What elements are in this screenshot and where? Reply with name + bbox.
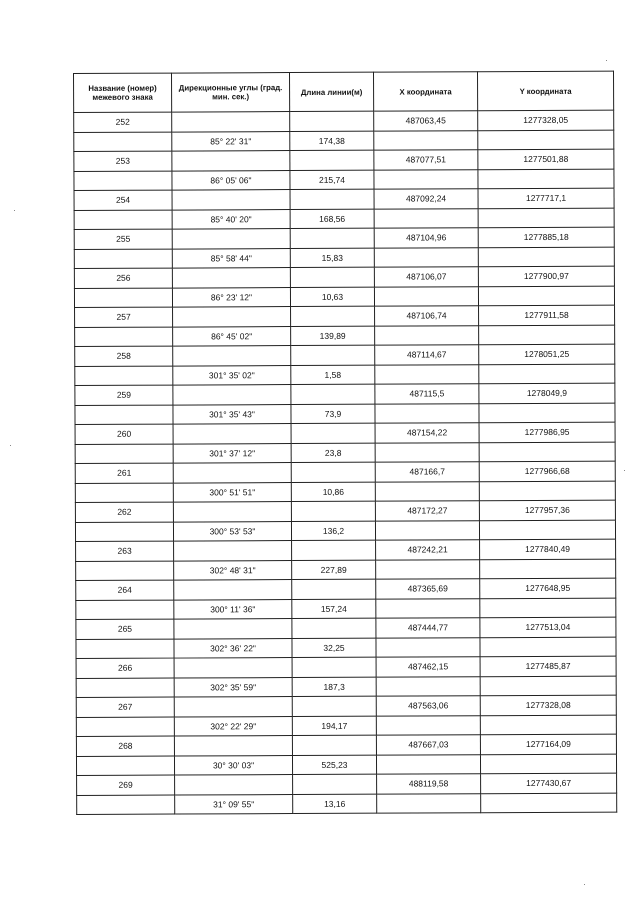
table-row-point bbox=[75, 422, 615, 444]
point-name-cell: 258 bbox=[75, 346, 173, 366]
point-name-cell-empty bbox=[76, 561, 174, 581]
x-coordinate-cell: 487166,7 bbox=[375, 462, 479, 482]
point-name-cell: 266 bbox=[76, 658, 174, 678]
x-coordinate-cell-empty bbox=[375, 520, 479, 540]
y-coordinate-cell-empty bbox=[478, 169, 614, 189]
line-length-cell: 13,16 bbox=[293, 794, 377, 814]
table-row-point bbox=[75, 500, 615, 522]
y-coordinate-cell: 1277957,36 bbox=[479, 500, 615, 520]
table-row-point bbox=[75, 383, 615, 405]
table-row-segment bbox=[75, 481, 615, 503]
direction-angle-cell: 300° 11' 36" bbox=[174, 599, 292, 619]
y-coordinate-cell: 1277430,67 bbox=[481, 773, 617, 793]
point-name-cell-empty bbox=[77, 795, 175, 815]
x-coordinate-cell: 487154,22 bbox=[375, 423, 479, 443]
x-coordinate-cell-empty bbox=[376, 637, 480, 657]
line-length-cell: 1,58 bbox=[291, 365, 375, 385]
x-coordinate-cell-empty bbox=[375, 442, 479, 462]
length-cell-empty bbox=[291, 384, 375, 404]
x-coordinate-cell: 487462,15 bbox=[376, 657, 480, 677]
point-name-cell: 257 bbox=[75, 307, 173, 327]
y-coordinate-cell: 1277485,87 bbox=[480, 656, 616, 676]
table-row-segment bbox=[75, 520, 615, 542]
table-header-row bbox=[74, 71, 614, 112]
scan-speck bbox=[624, 470, 625, 471]
direction-angle-cell: 31° 09' 55" bbox=[175, 794, 293, 814]
y-coordinate-cell: 1277328,05 bbox=[478, 110, 614, 130]
y-coordinate-cell-empty bbox=[480, 598, 616, 618]
table-row-point bbox=[75, 305, 615, 327]
y-coordinate-cell-empty bbox=[478, 130, 614, 150]
y-coordinate-cell: 1277501,88 bbox=[478, 149, 614, 169]
angle-cell-empty bbox=[174, 658, 292, 678]
point-name-cell-empty bbox=[76, 639, 174, 659]
line-length-cell: 168,56 bbox=[290, 209, 374, 229]
length-cell-empty bbox=[290, 189, 374, 209]
x-coordinate-cell: 487563,06 bbox=[376, 696, 480, 716]
table-body bbox=[74, 110, 617, 814]
y-coordinate-cell: 1277986,95 bbox=[479, 422, 615, 442]
length-cell-empty bbox=[290, 150, 374, 170]
direction-angle-cell: 30° 30' 03" bbox=[174, 755, 292, 775]
point-name-cell-empty bbox=[74, 210, 172, 230]
x-coordinate-cell-empty bbox=[376, 676, 480, 696]
point-name-cell: 252 bbox=[74, 112, 172, 132]
table-row-point bbox=[76, 695, 616, 717]
line-length-cell: 187,3 bbox=[292, 677, 376, 697]
y-coordinate-cell: 1277717,1 bbox=[478, 188, 614, 208]
scan-speck bbox=[606, 60, 607, 61]
table-row-segment bbox=[76, 637, 616, 659]
point-name-cell-empty bbox=[75, 405, 173, 425]
line-length-cell: 32,25 bbox=[292, 638, 376, 658]
y-coordinate-cell-empty bbox=[480, 715, 616, 735]
y-coordinate-cell: 1277885,18 bbox=[478, 227, 614, 247]
table-row-point bbox=[76, 656, 616, 678]
point-name-cell-empty bbox=[76, 678, 174, 698]
point-name-cell: 256 bbox=[74, 268, 172, 288]
x-coordinate-cell-empty bbox=[374, 169, 478, 189]
y-coordinate-cell-empty bbox=[479, 325, 615, 345]
table-row-segment bbox=[74, 208, 614, 230]
table-row-point bbox=[75, 461, 615, 483]
length-cell-empty bbox=[293, 774, 377, 794]
line-length-cell: 10,63 bbox=[290, 287, 374, 307]
table-row-segment bbox=[75, 325, 615, 347]
point-name-cell: 254 bbox=[74, 190, 172, 210]
point-name-cell-empty bbox=[74, 171, 172, 191]
length-cell-empty bbox=[292, 696, 376, 716]
point-name-cell: 264 bbox=[76, 580, 174, 600]
point-name-cell-empty bbox=[74, 288, 172, 308]
y-coordinate-cell: 1278051,25 bbox=[479, 344, 615, 364]
angle-cell-empty bbox=[174, 580, 292, 600]
table-row-segment bbox=[77, 793, 617, 815]
table-row-point bbox=[76, 734, 616, 756]
angle-cell-empty bbox=[173, 307, 291, 327]
point-name-cell: 261 bbox=[75, 463, 173, 483]
point-name-cell: 263 bbox=[76, 541, 174, 561]
x-coordinate-cell-empty bbox=[374, 208, 478, 228]
angle-cell-empty bbox=[173, 463, 291, 483]
x-coordinate-cell-empty bbox=[375, 403, 479, 423]
line-length-cell: 73,9 bbox=[291, 404, 375, 424]
point-name-cell: 268 bbox=[76, 736, 174, 756]
point-name-cell-empty bbox=[76, 756, 174, 776]
line-length-cell: 215,74 bbox=[290, 170, 374, 190]
table-row-segment bbox=[76, 676, 616, 698]
length-cell-empty bbox=[292, 618, 376, 638]
point-name-cell: 260 bbox=[75, 424, 173, 444]
point-name-cell-empty bbox=[76, 600, 174, 620]
point-name-cell-empty bbox=[74, 132, 172, 152]
x-coordinate-cell-empty bbox=[377, 793, 481, 813]
point-name-cell-empty bbox=[75, 327, 173, 347]
table-row-segment bbox=[76, 559, 616, 581]
angle-cell-empty bbox=[173, 385, 291, 405]
angle-cell-empty bbox=[172, 229, 290, 249]
table-row-point bbox=[76, 539, 616, 561]
line-length-cell: 139,89 bbox=[291, 326, 375, 346]
header-point-name: Название (номер) межевого знака bbox=[74, 73, 172, 112]
angle-cell-empty bbox=[172, 151, 290, 171]
x-coordinate-cell-empty bbox=[374, 286, 478, 306]
point-name-cell-empty bbox=[75, 483, 173, 503]
table-row-segment bbox=[76, 754, 616, 776]
y-coordinate-cell-empty bbox=[478, 286, 614, 306]
angle-cell-empty bbox=[172, 112, 290, 132]
table-row-point bbox=[74, 110, 614, 132]
angle-cell-empty bbox=[174, 697, 292, 717]
table-row-point bbox=[76, 578, 616, 600]
angle-cell-empty bbox=[175, 775, 293, 795]
x-coordinate-cell: 487172,27 bbox=[375, 501, 479, 521]
line-length-cell: 10,86 bbox=[291, 482, 375, 502]
x-coordinate-cell: 487365,69 bbox=[376, 579, 480, 599]
point-name-cell: 255 bbox=[74, 229, 172, 249]
y-coordinate-cell: 1277164,09 bbox=[480, 734, 616, 754]
x-coordinate-cell: 487106,07 bbox=[374, 267, 478, 287]
y-coordinate-cell-empty bbox=[481, 793, 617, 813]
direction-angle-cell: 86° 05' 06" bbox=[172, 170, 290, 190]
table-row-segment bbox=[75, 442, 615, 464]
x-coordinate-cell-empty bbox=[376, 559, 480, 579]
x-coordinate-cell: 487063,45 bbox=[374, 111, 478, 131]
table-row-segment bbox=[76, 598, 616, 620]
length-cell-empty bbox=[292, 540, 376, 560]
y-coordinate-cell-empty bbox=[480, 754, 616, 774]
point-name-cell: 253 bbox=[74, 151, 172, 171]
y-coordinate-cell: 1277911,58 bbox=[479, 305, 615, 325]
y-coordinate-cell-empty bbox=[478, 208, 614, 228]
x-coordinate-cell-empty bbox=[374, 130, 478, 150]
y-coordinate-cell-empty bbox=[480, 637, 616, 657]
point-name-cell: 265 bbox=[76, 619, 174, 639]
x-coordinate-cell-empty bbox=[375, 481, 479, 501]
y-coordinate-cell-empty bbox=[479, 481, 615, 501]
angle-cell-empty bbox=[173, 502, 291, 522]
table-row-point bbox=[75, 344, 615, 366]
y-coordinate-cell-empty bbox=[478, 247, 614, 267]
angle-cell-empty bbox=[172, 190, 290, 210]
direction-angle-cell: 300° 51' 51" bbox=[173, 482, 291, 502]
x-coordinate-cell: 487115,5 bbox=[375, 384, 479, 404]
direction-angle-cell: 302° 36' 22" bbox=[174, 638, 292, 658]
point-name-cell: 262 bbox=[75, 502, 173, 522]
y-coordinate-cell: 1277900,97 bbox=[478, 266, 614, 286]
table-row-point bbox=[74, 188, 614, 210]
line-length-cell: 174,38 bbox=[290, 131, 374, 151]
point-name-cell-empty bbox=[75, 522, 173, 542]
x-coordinate-cell: 487114,67 bbox=[375, 345, 479, 365]
direction-angle-cell: 85° 58' 44" bbox=[172, 248, 290, 268]
x-coordinate-cell: 487106,74 bbox=[375, 306, 479, 326]
point-name-cell: 267 bbox=[76, 697, 174, 717]
table-row-segment bbox=[75, 403, 615, 425]
table-row-point bbox=[74, 227, 614, 249]
point-name-cell: 269 bbox=[77, 775, 175, 795]
length-cell-empty bbox=[290, 267, 374, 287]
length-cell-empty bbox=[290, 228, 374, 248]
x-coordinate-cell: 488119,58 bbox=[377, 774, 481, 794]
x-coordinate-cell-empty bbox=[376, 598, 480, 618]
y-coordinate-cell: 1278049,9 bbox=[479, 383, 615, 403]
point-name-cell-empty bbox=[76, 717, 174, 737]
direction-angle-cell: 300° 53' 53" bbox=[173, 521, 291, 541]
table-row-point bbox=[74, 266, 614, 288]
length-cell-empty bbox=[291, 462, 375, 482]
length-cell-empty bbox=[291, 345, 375, 365]
line-length-cell: 227,89 bbox=[292, 560, 376, 580]
coordinates-table bbox=[73, 71, 617, 815]
angle-cell-empty bbox=[173, 346, 291, 366]
direction-angle-cell: 302° 48' 31" bbox=[174, 560, 292, 580]
line-length-cell: 157,24 bbox=[292, 599, 376, 619]
point-name-cell: 259 bbox=[75, 385, 173, 405]
line-length-cell: 136,2 bbox=[291, 521, 375, 541]
length-cell-empty bbox=[291, 501, 375, 521]
y-coordinate-cell: 1277966,68 bbox=[479, 461, 615, 481]
table-row-segment bbox=[74, 130, 614, 152]
length-cell-empty bbox=[291, 306, 375, 326]
direction-angle-cell: 85° 22' 31" bbox=[172, 131, 290, 151]
x-coordinate-cell-empty bbox=[374, 247, 478, 267]
length-cell-empty bbox=[292, 579, 376, 599]
angle-cell-empty bbox=[172, 268, 290, 288]
header-x-coordinate: X координата bbox=[373, 72, 477, 111]
scan-speck bbox=[584, 884, 585, 885]
direction-angle-cell: 301° 37' 12" bbox=[173, 443, 291, 463]
angle-cell-empty bbox=[174, 541, 292, 561]
y-coordinate-cell-empty bbox=[479, 403, 615, 423]
table-row-point bbox=[77, 773, 617, 795]
point-name-cell-empty bbox=[75, 366, 173, 386]
y-coordinate-cell: 1277328,08 bbox=[480, 695, 616, 715]
line-length-cell: 194,17 bbox=[292, 716, 376, 736]
direction-angle-cell: 302° 35' 59" bbox=[174, 677, 292, 697]
table-row-point bbox=[76, 617, 616, 639]
x-coordinate-cell: 487092,24 bbox=[374, 189, 478, 209]
table-row-segment bbox=[76, 715, 616, 737]
header-y-coordinate: Y координата bbox=[477, 71, 613, 111]
point-name-cell-empty bbox=[75, 444, 173, 464]
direction-angle-cell: 301° 35' 43" bbox=[173, 404, 291, 424]
x-coordinate-cell: 487077,51 bbox=[374, 150, 478, 170]
length-cell-empty bbox=[292, 657, 376, 677]
table-row-segment bbox=[74, 247, 614, 269]
y-coordinate-cell-empty bbox=[480, 676, 616, 696]
angle-cell-empty bbox=[174, 619, 292, 639]
direction-angle-cell: 85° 40' 20" bbox=[172, 209, 290, 229]
angle-cell-empty bbox=[174, 736, 292, 756]
x-coordinate-cell: 487104,96 bbox=[374, 228, 478, 248]
x-coordinate-cell: 487242,21 bbox=[376, 540, 480, 560]
scan-speck bbox=[10, 445, 11, 446]
y-coordinate-cell-empty bbox=[479, 442, 615, 462]
direction-angle-cell: 86° 45' 02" bbox=[173, 326, 291, 346]
table-row-segment bbox=[75, 364, 615, 386]
scan-speck bbox=[14, 210, 15, 211]
x-coordinate-cell: 487667,03 bbox=[376, 735, 480, 755]
x-coordinate-cell-empty bbox=[376, 754, 480, 774]
length-cell-empty bbox=[292, 735, 376, 755]
x-coordinate-cell-empty bbox=[375, 364, 479, 384]
y-coordinate-cell: 1277513,04 bbox=[480, 617, 616, 637]
y-coordinate-cell-empty bbox=[479, 364, 615, 384]
y-coordinate-cell: 1277648,95 bbox=[480, 578, 616, 598]
x-coordinate-cell: 487444,77 bbox=[376, 618, 480, 638]
x-coordinate-cell-empty bbox=[375, 325, 479, 345]
line-length-cell: 525,23 bbox=[292, 755, 376, 775]
direction-angle-cell: 302° 22' 29" bbox=[174, 716, 292, 736]
header-line-length: Длина линии(м) bbox=[290, 72, 374, 111]
line-length-cell: 23,8 bbox=[291, 443, 375, 463]
line-length-cell: 15,83 bbox=[290, 248, 374, 268]
x-coordinate-cell-empty bbox=[376, 715, 480, 735]
y-coordinate-cell-empty bbox=[480, 559, 616, 579]
table-row-segment bbox=[74, 169, 614, 191]
angle-cell-empty bbox=[173, 424, 291, 444]
y-coordinate-cell: 1277840,49 bbox=[480, 539, 616, 559]
length-cell-empty bbox=[290, 111, 374, 131]
direction-angle-cell: 301° 35' 02" bbox=[173, 365, 291, 385]
point-name-cell-empty bbox=[74, 249, 172, 269]
table-row-point bbox=[74, 149, 614, 171]
length-cell-empty bbox=[291, 423, 375, 443]
table-row-segment bbox=[74, 286, 614, 308]
y-coordinate-cell-empty bbox=[479, 520, 615, 540]
header-direction-angle: Дирекционные углы (град. мин. сек.) bbox=[172, 73, 290, 113]
direction-angle-cell: 86° 23' 12" bbox=[172, 287, 290, 307]
